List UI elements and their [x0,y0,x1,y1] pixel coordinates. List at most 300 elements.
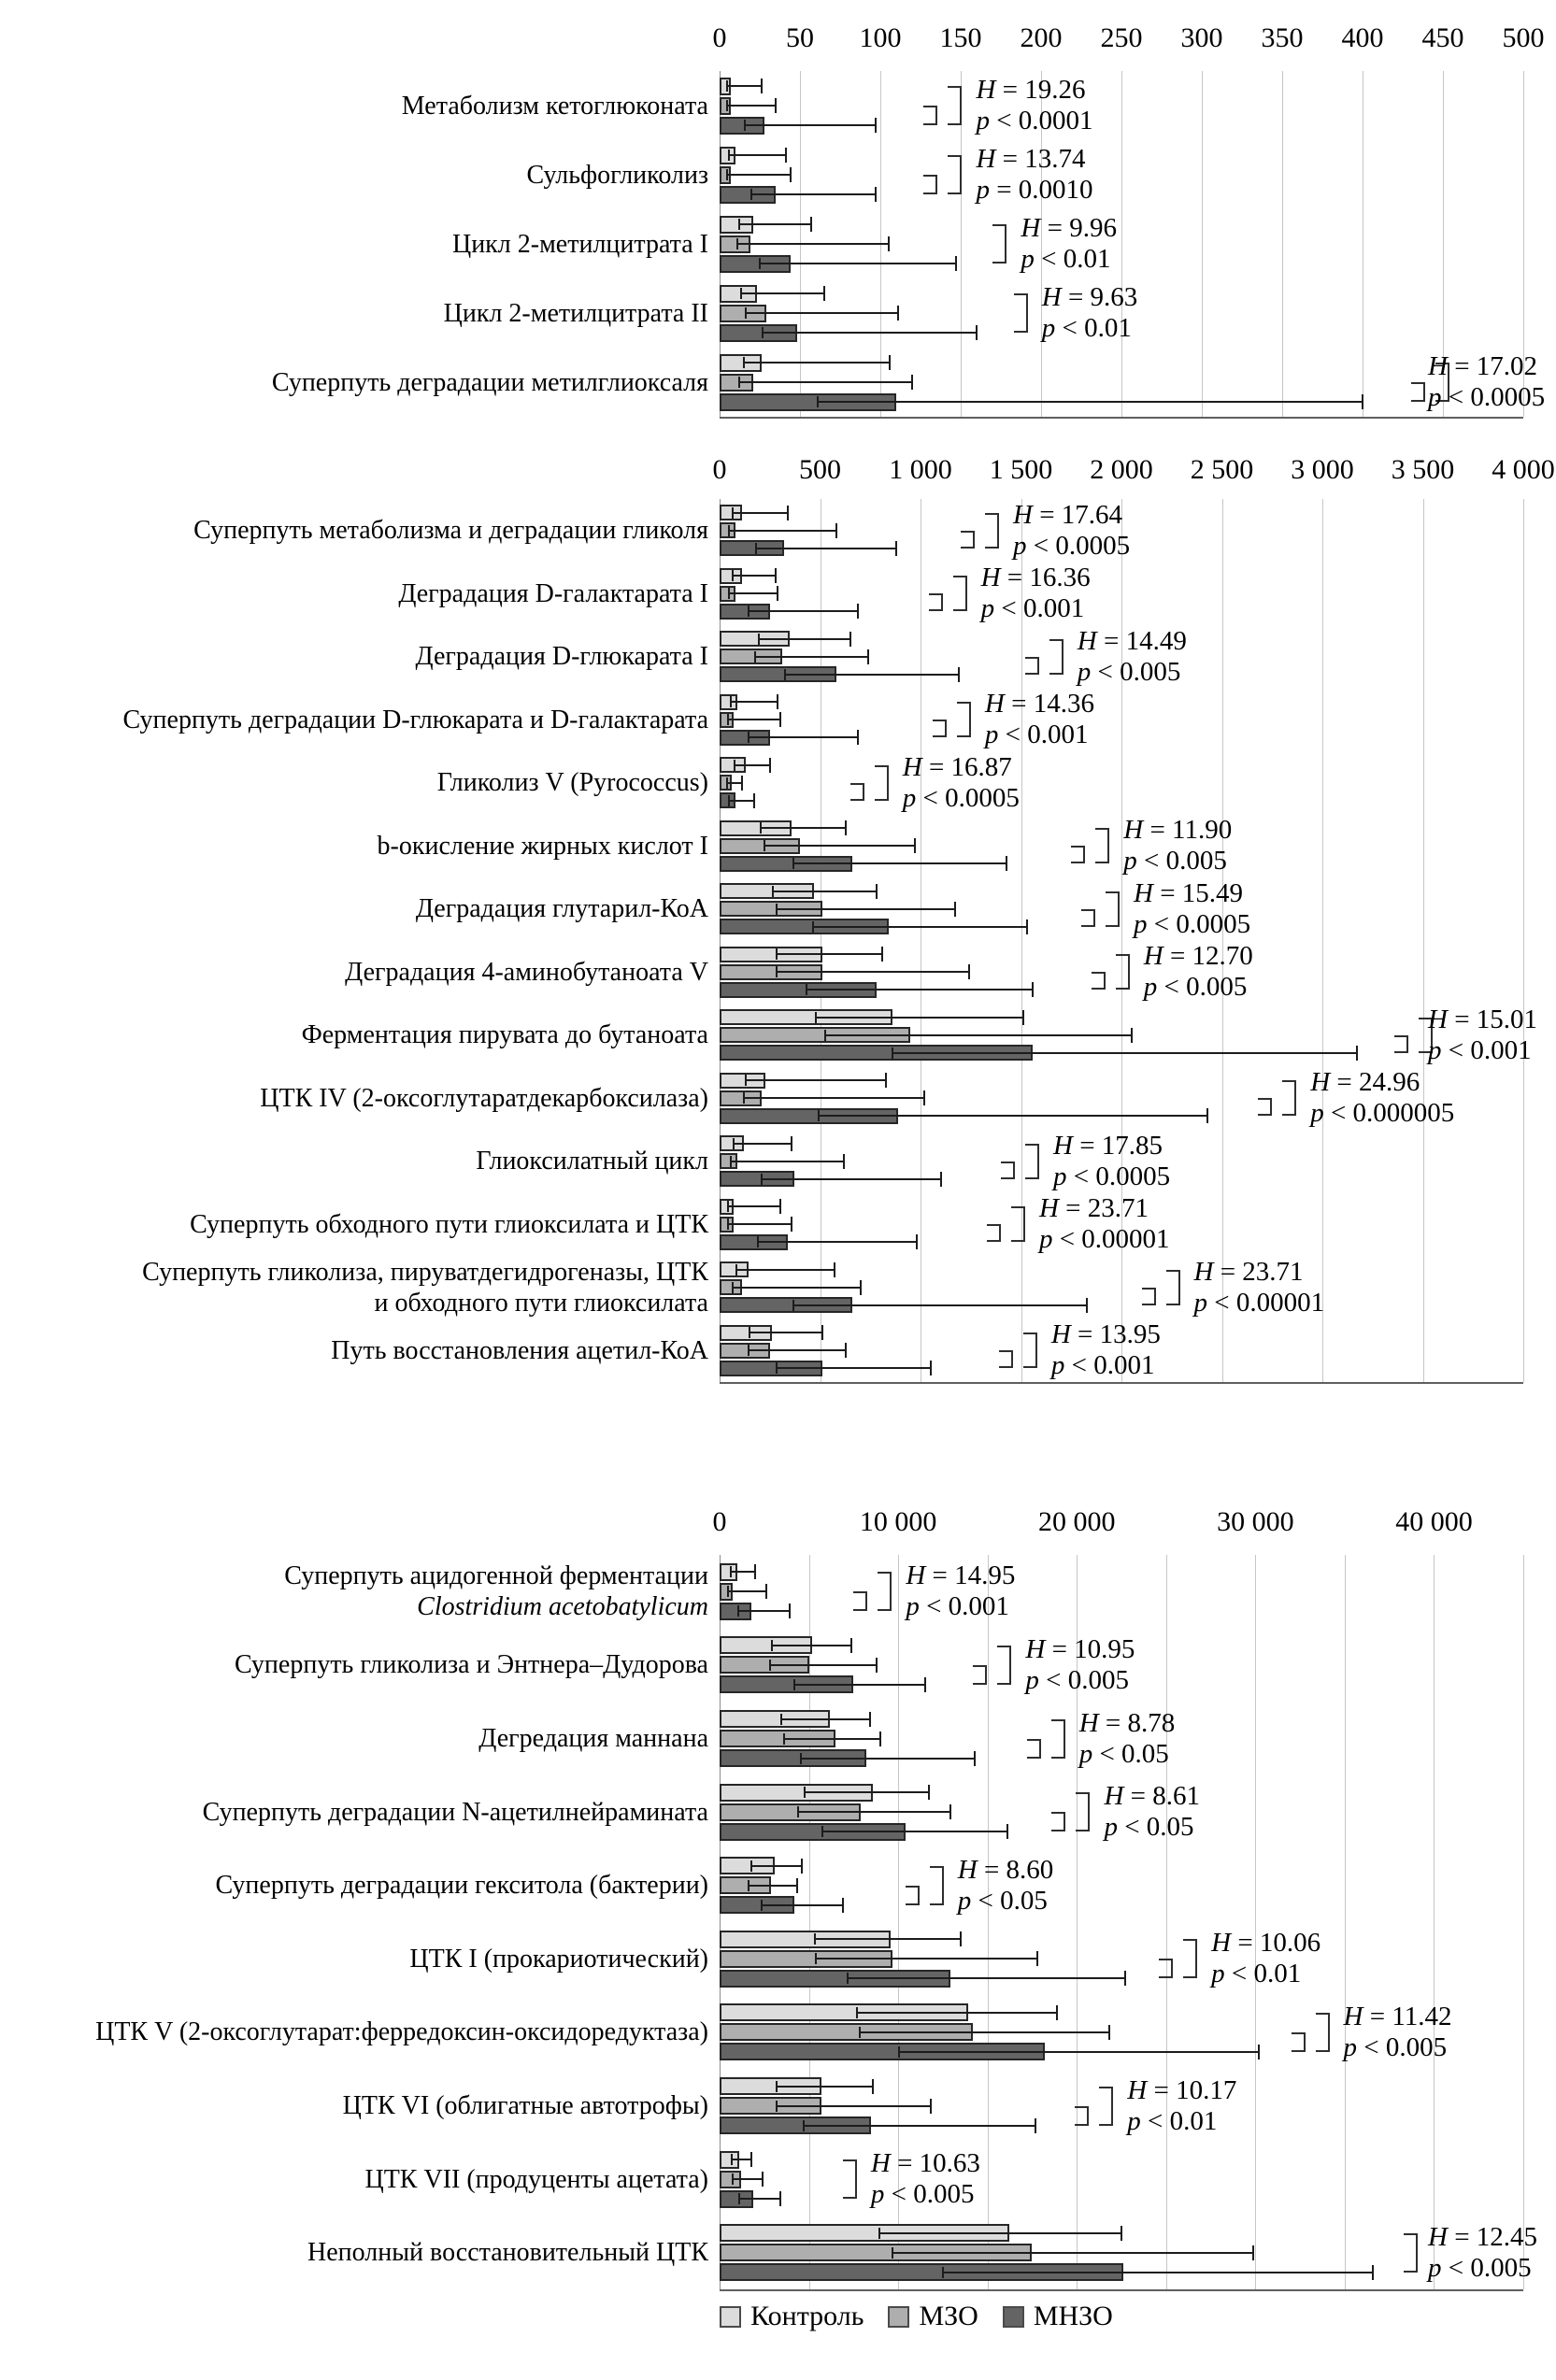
stat-annotation: H = 24.96 p < 0.000005 [1310,1067,1455,1129]
stat-annotation: H = 19.26 p < 0.0001 [976,75,1093,135]
error-bar-inner-cap [744,120,746,131]
error-bar-cap [775,568,777,583]
error-bar-inner-cap [738,377,740,388]
error-bar-inner-cap [737,1605,739,1617]
error-bar-line [762,332,977,334]
stat-annotation: H = 8.60 p < 0.05 [957,1854,1054,1916]
error-bar-inner-cap [776,966,778,977]
axis-tick-label: 450 [1421,22,1464,53]
error-bar-line [743,362,891,363]
error-bar-cap [1056,2005,1058,2020]
error-bar-inner-cap [732,570,734,581]
error-bar-cap [923,1090,925,1105]
error-bar-line [727,1205,779,1207]
category-label: Суперпуть метаболизма и деградации гликоля [193,516,708,546]
error-bar-cap [1006,1824,1008,1839]
error-bar-inner-cap [728,150,730,161]
error-bar-cap [1036,1951,1038,1966]
error-bar-cap [875,187,877,202]
error-bar-inner-cap [727,714,729,725]
error-bar-line [726,105,777,107]
stat-annotation: H = 15.49 p < 0.0005 [1134,877,1251,939]
error-bar-line [764,845,914,847]
error-bar-cap [790,167,792,182]
error-bar-line [732,1287,860,1289]
error-bar-inner-cap [818,1110,820,1121]
error-bar-inner-cap [735,1264,737,1276]
gridline [1166,1555,1167,2289]
significance-bracket-inner [961,531,975,549]
category-label: Суперпуть деградации D-глюкарата и D-галактарата [122,705,708,734]
error-bar-line [727,1223,792,1225]
error-bar-inner-cap [728,588,730,599]
error-bar-inner-cap [762,327,764,338]
axis-tick-label: 1 000 [889,454,952,485]
error-bar-inner-cap [750,189,752,200]
error-bar-cap [1362,394,1363,409]
error-bar-inner-cap [821,1826,823,1837]
error-bar-line [726,782,742,784]
gridline [1523,499,1524,1382]
significance-bracket [1099,2087,1113,2126]
stat-annotation: H = 16.87 p < 0.0005 [902,751,1020,813]
category-label: Деградация глутарил-КоА [415,894,708,924]
error-bar-line [776,908,954,910]
error-bar-inner-cap [743,357,745,368]
error-bar-cap [889,355,891,370]
error-bar-line [737,1610,790,1612]
significance-bracket-inner [1027,1739,1041,1759]
error-bar-cap [775,98,777,113]
stat-annotation: H = 9.63 p < 0.01 [1041,282,1138,343]
category-label: b-окисление жирных кислот I [377,831,708,861]
error-bar-cap [765,1584,767,1599]
error-bar-inner-cap [776,1362,778,1374]
error-bar-inner-cap [806,984,807,995]
error-bar-inner-cap [726,80,728,92]
axis-tick-label: 3 000 [1291,454,1354,485]
error-bar-line [744,124,875,126]
gridline [1322,499,1323,1382]
error-bar-cap [958,667,960,682]
error-bar-inner-cap [748,732,749,743]
error-bar-cap [810,217,812,232]
error-bar-line [769,1664,878,1666]
error-bar-cap [857,604,859,619]
error-bar-inner-cap [814,1933,816,1945]
error-bar-cap [789,1603,791,1618]
axis-tick-label: 0 [712,22,727,53]
stat-annotation: H = 23.71 p < 0.00001 [1193,1256,1325,1318]
error-bar-cap [869,1712,871,1727]
error-bar-inner-cap [759,258,761,269]
error-bar-cap [924,1677,926,1692]
significance-bracket [930,1866,944,1905]
error-bar-line [800,1758,975,1760]
error-bar-cap [1032,982,1034,997]
error-bar-cap [843,1154,845,1169]
error-bar-cap [974,1751,976,1766]
significance-bracket-inner [1411,382,1425,402]
error-bar-inner-cap [749,1327,750,1338]
error-bar-line [727,719,779,720]
error-bar-line [738,223,811,225]
significance-bracket [1282,1080,1296,1116]
error-bar-cap [779,2191,781,2206]
significance-bracket-inner [1081,909,1095,927]
error-bar-inner-cap [748,1880,749,1891]
error-bar-inner-cap [730,1566,732,1577]
error-bar-cap [1035,2118,1036,2133]
error-bar-cap [897,306,899,321]
error-bar-inner-cap [757,1236,759,1247]
error-bar-line [743,1097,924,1099]
error-bar-line [732,2178,763,2180]
error-bar-inner-cap [824,1030,826,1041]
axis-tick-label: 0 [712,454,727,485]
error-bar-line [728,800,753,802]
error-bar-inner-cap [748,606,749,617]
error-bar-cap [762,2172,764,2187]
category-label: Сульфогликолиз [526,160,708,190]
error-bar-inner-cap [942,2267,944,2278]
stat-annotation: H = 13.95 p < 0.001 [1050,1319,1161,1381]
error-bar-line [792,1304,1087,1306]
significance-bracket [1183,1939,1197,1978]
error-bar-cap [801,1859,803,1874]
significance-bracket [1014,293,1028,333]
error-bar-line [734,764,769,766]
significance-bracket [1076,1792,1090,1831]
category-label: Метаболизм кетоглюконата [401,91,708,121]
error-bar-line [740,292,824,294]
significance-bracket [985,513,999,549]
error-bar-cap [791,1217,792,1232]
error-bar-inner-cap [892,1047,893,1059]
stat-annotation: H = 10.06 p < 0.01 [1211,1928,1321,1989]
error-bar-cap [1372,2265,1374,2280]
stat-annotation: H = 10.63 p < 0.005 [870,2148,980,2210]
error-bar-inner-cap [727,1586,729,1597]
significance-bracket [1011,1206,1025,1242]
error-bar-line [856,2012,1057,2014]
category-label: Деградация 4-аминобутаноата V [345,957,708,987]
gridline [1021,499,1022,1382]
error-bar-cap [821,1325,823,1340]
stat-annotation: H = 11.42 p < 0.005 [1343,2001,1452,2062]
error-bar-inner-cap [892,2247,893,2259]
significance-bracket [992,224,1006,264]
stat-annotation: H = 17.64 p < 0.0005 [1013,499,1131,561]
error-bar-line [784,674,959,676]
gridline [1255,1555,1256,2289]
error-bar-line [748,610,859,612]
error-bar-inner-cap [726,100,728,111]
error-bar-cap [1131,1028,1133,1043]
error-bar-inner-cap [726,169,728,180]
gridline [1423,499,1424,1382]
error-bar-line [730,1571,756,1573]
error-bar-cap [930,1361,932,1375]
error-bar-line [738,2198,780,2200]
error-bar-line [728,592,778,594]
significance-bracket [875,765,889,801]
error-bar-line [803,2125,1035,2127]
axis-tick-label: 50 [786,22,814,53]
error-bar-cap [1258,2045,1260,2059]
error-bar-cap [785,148,787,163]
error-bar-line [760,827,847,829]
error-bar-cap [872,2079,874,2094]
error-bar-line [761,1904,843,1906]
significance-bracket-inner [1075,2106,1089,2126]
category-label: Суперпуть обходного пути глиоксилата и ЦТК [190,1209,708,1239]
significance-bracket-inner [1394,1035,1408,1053]
error-bar-inner-cap [815,1012,817,1023]
error-bar-cap [777,586,778,601]
error-bar-line [806,989,1033,990]
stat-annotation: H = 8.61 p < 0.05 [1104,1781,1201,1843]
error-bar-line [818,1115,1207,1117]
significance-bracket [1106,891,1120,927]
legend-label: МЗО [919,2301,978,2331]
error-bar-line [757,1241,916,1243]
error-bar-line [750,1865,802,1867]
significance-bracket-inner [973,1665,987,1685]
error-bar-inner-cap [758,634,760,645]
error-bar-line [942,2272,1374,2273]
stat-annotation: H = 17.02 p < 0.0005 [1428,351,1546,412]
category-label: Гликолиз V (Pyrococcus) [436,768,708,798]
legend-swatch [720,2306,741,2328]
error-bar-line [815,1958,1037,1960]
error-bar-cap [1086,1298,1088,1313]
axis-tick-label: 250 [1100,22,1143,53]
error-bar-cap [1026,919,1028,934]
significance-bracket [1116,954,1130,990]
error-bar-line [817,401,1363,403]
stat-annotation: H = 12.45 p < 0.005 [1428,2221,1538,2283]
error-bar-inner-cap [734,760,735,771]
error-bar-inner-cap [793,1679,795,1690]
error-bar-cap [876,884,878,899]
error-bar-cap [879,1732,881,1746]
axis-baseline [720,2289,1523,2291]
error-bar-inner-cap [776,2101,778,2112]
error-bar-inner-cap [776,2081,778,2092]
significance-bracket [878,1572,892,1611]
error-bar-line [728,530,835,532]
significance-bracket [1025,1144,1039,1179]
axis-tick-label: 3 500 [1391,454,1455,485]
stat-annotation: H = 10.17 p < 0.01 [1127,2074,1237,2136]
category-label: Цикл 2-метилцитрата II [443,298,708,328]
significance-bracket [948,155,962,194]
error-bar-inner-cap [736,238,738,249]
error-bar-line [814,1938,961,1940]
error-bar-line [792,862,1006,864]
error-bar-inner-cap [738,219,740,230]
axis-tick-label: 30 000 [1217,1506,1294,1537]
significance-bracket [1404,2233,1418,2273]
error-bar-line [815,1017,1023,1019]
error-bar-inner-cap [784,669,786,680]
error-bar-inner-cap [750,1860,752,1872]
stat-annotation: H = 12.70 p < 0.005 [1143,941,1253,1003]
significance-bracket-inner [1092,972,1106,990]
error-bar-line [755,548,896,549]
error-bar-line [726,174,791,176]
legend-item [1003,2301,1113,2332]
significance-bracket-inner [1051,1812,1065,1831]
error-bar-line [898,2051,1259,2053]
error-bar-line [847,1977,1125,1979]
error-bar-line [730,701,778,703]
error-bar-line [776,953,882,955]
error-bar-cap [750,2152,752,2167]
error-bar-inner-cap [754,651,756,663]
error-bar-inner-cap [733,1138,735,1149]
error-bar-inner-cap [755,543,757,554]
error-bar-cap [1121,2226,1122,2241]
error-bar-inner-cap [815,1953,817,1964]
error-bar-inner-cap [764,840,765,851]
significance-bracket-inner [933,720,947,737]
error-bar-line [736,243,889,245]
error-bar-line [732,512,788,514]
error-bar-line [761,1178,941,1180]
error-bar-inner-cap [776,948,778,960]
significance-bracket-inner [1025,657,1039,675]
error-bar-cap [940,1172,942,1187]
significance-bracket [1051,1719,1065,1759]
error-bar-cap [888,236,890,251]
error-bar-line [754,656,868,658]
error-bar-cap [1206,1108,1208,1123]
legend-swatch [1003,2306,1024,2328]
category-label: ЦТК VI (облигатные автотрофы) [342,2091,708,2120]
gridline [1121,71,1122,417]
axis-baseline [720,417,1523,419]
error-bar-line [776,2086,873,2088]
error-bar-inner-cap [761,1900,763,1911]
category-label: Дегредация маннана [478,1724,708,1753]
significance-bracket [953,576,967,611]
error-bar-inner-cap [748,1345,749,1356]
error-bar-cap [881,947,883,962]
error-bar-inner-cap [727,1219,729,1230]
error-bar-inner-cap [771,1640,773,1651]
stat-annotation: H = 23.71 p < 0.00001 [1038,1193,1170,1255]
error-bar-cap [928,1785,930,1800]
error-bar-line [776,1367,930,1369]
error-bar-cap [1006,856,1007,871]
significance-bracket-inner [853,1591,867,1611]
error-bar-cap [845,820,847,835]
gridline [1282,71,1283,417]
significance-bracket [1316,2013,1330,2052]
stat-annotation: H = 11.90 p < 0.005 [1123,815,1233,876]
stat-annotation: H = 16.36 p < 0.001 [980,563,1091,624]
error-bar-inner-cap [878,2228,880,2239]
error-bar-line [758,638,849,640]
significance-bracket [957,702,971,737]
error-bar-inner-cap [772,886,774,897]
significance-bracket [997,1646,1011,1685]
stat-annotation: H = 8.78 p < 0.05 [1078,1707,1176,1769]
category-label: Суперпуть гликолиза, пируватдегидрогеназы, ЦТК и обходного пути глиоксилата [142,1257,708,1318]
error-bar-inner-cap [847,1973,849,1984]
category-label: Путь восстановления ацетил-КоА [331,1335,708,1365]
category-label: ЦТК VII (продуценты ацетата) [364,2164,708,2194]
error-bar-inner-cap [730,696,732,707]
axis-tick-label: 150 [939,22,982,53]
error-bar-cap [875,118,877,133]
error-bar-line [748,1885,797,1887]
error-bar-cap [1252,2245,1254,2260]
gridline [1345,1555,1346,2289]
error-bar-line [783,1738,880,1740]
error-bar-inner-cap [738,2193,740,2204]
error-bar-line [859,2031,1108,2033]
gridline [1202,71,1203,417]
legend-label: Контроль [750,2301,864,2331]
category-label: Суперпуть деградации N-ацетилнейрамината [202,1797,708,1827]
stat-annotation: H = 14.36 p < 0.001 [984,689,1094,750]
error-bar-cap [791,1136,792,1151]
error-bar-inner-cap [732,1282,734,1293]
error-bar-line [878,2232,1121,2234]
error-bar-line [780,1718,869,1720]
error-bar-inner-cap [817,396,819,407]
category-label: Деградация D-глюкарата I [415,642,708,672]
category-label: Суперпуть деградации гекситола (бактерии) [215,1871,708,1901]
stat-annotation: H = 14.49 p < 0.005 [1077,625,1187,687]
error-bar-inner-cap [792,858,794,869]
error-bar-cap [867,649,869,664]
axis-tick-label: 4 000 [1492,454,1555,485]
error-bar-cap [911,375,913,390]
stat-annotation: H = 15.01 p < 0.001 [1428,1004,1538,1065]
error-bar-line [776,971,968,973]
legend-item [888,2301,978,2332]
axis-tick-label: 300 [1180,22,1223,53]
error-bar-cap [787,506,789,520]
error-bar-cap [1124,1971,1126,1986]
error-bar-line [759,263,956,264]
error-bar-cap [1108,2025,1110,2040]
significance-bracket [1095,828,1109,863]
legend-swatch [888,2306,909,2328]
significance-bracket-inner [1071,846,1085,863]
legend [138,2301,1556,2332]
significance-bracket-inner [929,593,943,611]
error-bar-cap [761,78,763,93]
error-bar-cap [796,1878,798,1893]
error-bar-line [776,2105,931,2107]
gridline [1523,1555,1524,2289]
significance-bracket [948,86,962,125]
axis-tick-label: 2 000 [1090,454,1153,485]
error-bar-cap [949,1804,951,1819]
category-label: Ферментация пирувата до бутаноата [301,1020,708,1050]
error-bar-cap [823,286,825,301]
error-bar-cap [849,632,851,647]
error-bar-inner-cap [783,1733,785,1745]
error-bar-inner-cap [812,921,814,933]
error-bar-cap [1356,1046,1358,1061]
significance-bracket [1023,1333,1037,1368]
